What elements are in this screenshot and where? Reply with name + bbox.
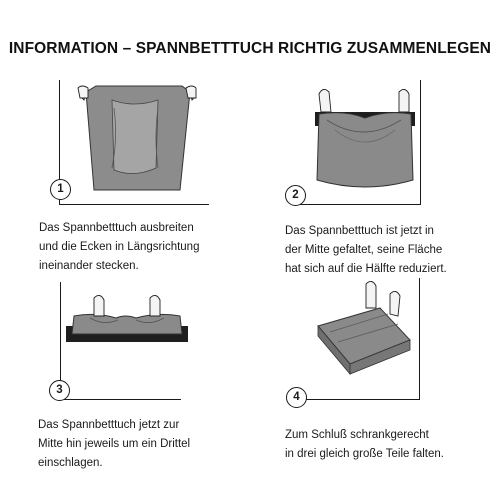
step-3-caption xyxy=(38,416,190,473)
step-3-caption-line: Das Spannbetttuch jetzt zur xyxy=(38,419,180,431)
step-1-caption-line: ineinander stecken. xyxy=(39,260,139,272)
step-3-caption-line: Mitte hin jeweils um ein Drittel xyxy=(38,438,191,450)
step-1-number-badge: 1 xyxy=(50,179,71,200)
step-3-caption-line: einschlagen. xyxy=(38,457,103,469)
step-3-illustration xyxy=(66,290,188,362)
step-4-caption-line: in drei gleich große Teile falten. xyxy=(285,448,444,460)
step-3-number-badge: 3 xyxy=(49,380,70,401)
step-2-caption-line: der Mitte gefaltet, seine Fläche xyxy=(285,244,443,256)
step-4-illustration xyxy=(310,276,418,376)
step-2-caption xyxy=(285,222,447,279)
step-1-illustration xyxy=(74,78,199,196)
step-4-caption xyxy=(285,426,444,464)
step-2-caption-line: hat sich auf die Hälfte reduziert. xyxy=(285,263,447,275)
step-2-caption-line: Das Spannbetttuch ist jetzt in xyxy=(285,225,434,237)
step-2-number-badge: 2 xyxy=(285,185,306,206)
step-1-caption-line: Das Spannbetttuch ausbreiten xyxy=(39,222,194,234)
step-4-caption-line: Zum Schluß schrankgerecht xyxy=(285,429,429,441)
step-1-caption xyxy=(39,219,199,276)
step-1-caption-line: und die Ecken in Längsrichtung xyxy=(39,241,200,253)
step-4-number-badge: 4 xyxy=(286,387,307,408)
step-2-illustration xyxy=(305,84,423,196)
page-title: INFORMATION – SPANNBETTTUCH RICHTIG ZUSAMMENLEGEN xyxy=(8,40,492,57)
